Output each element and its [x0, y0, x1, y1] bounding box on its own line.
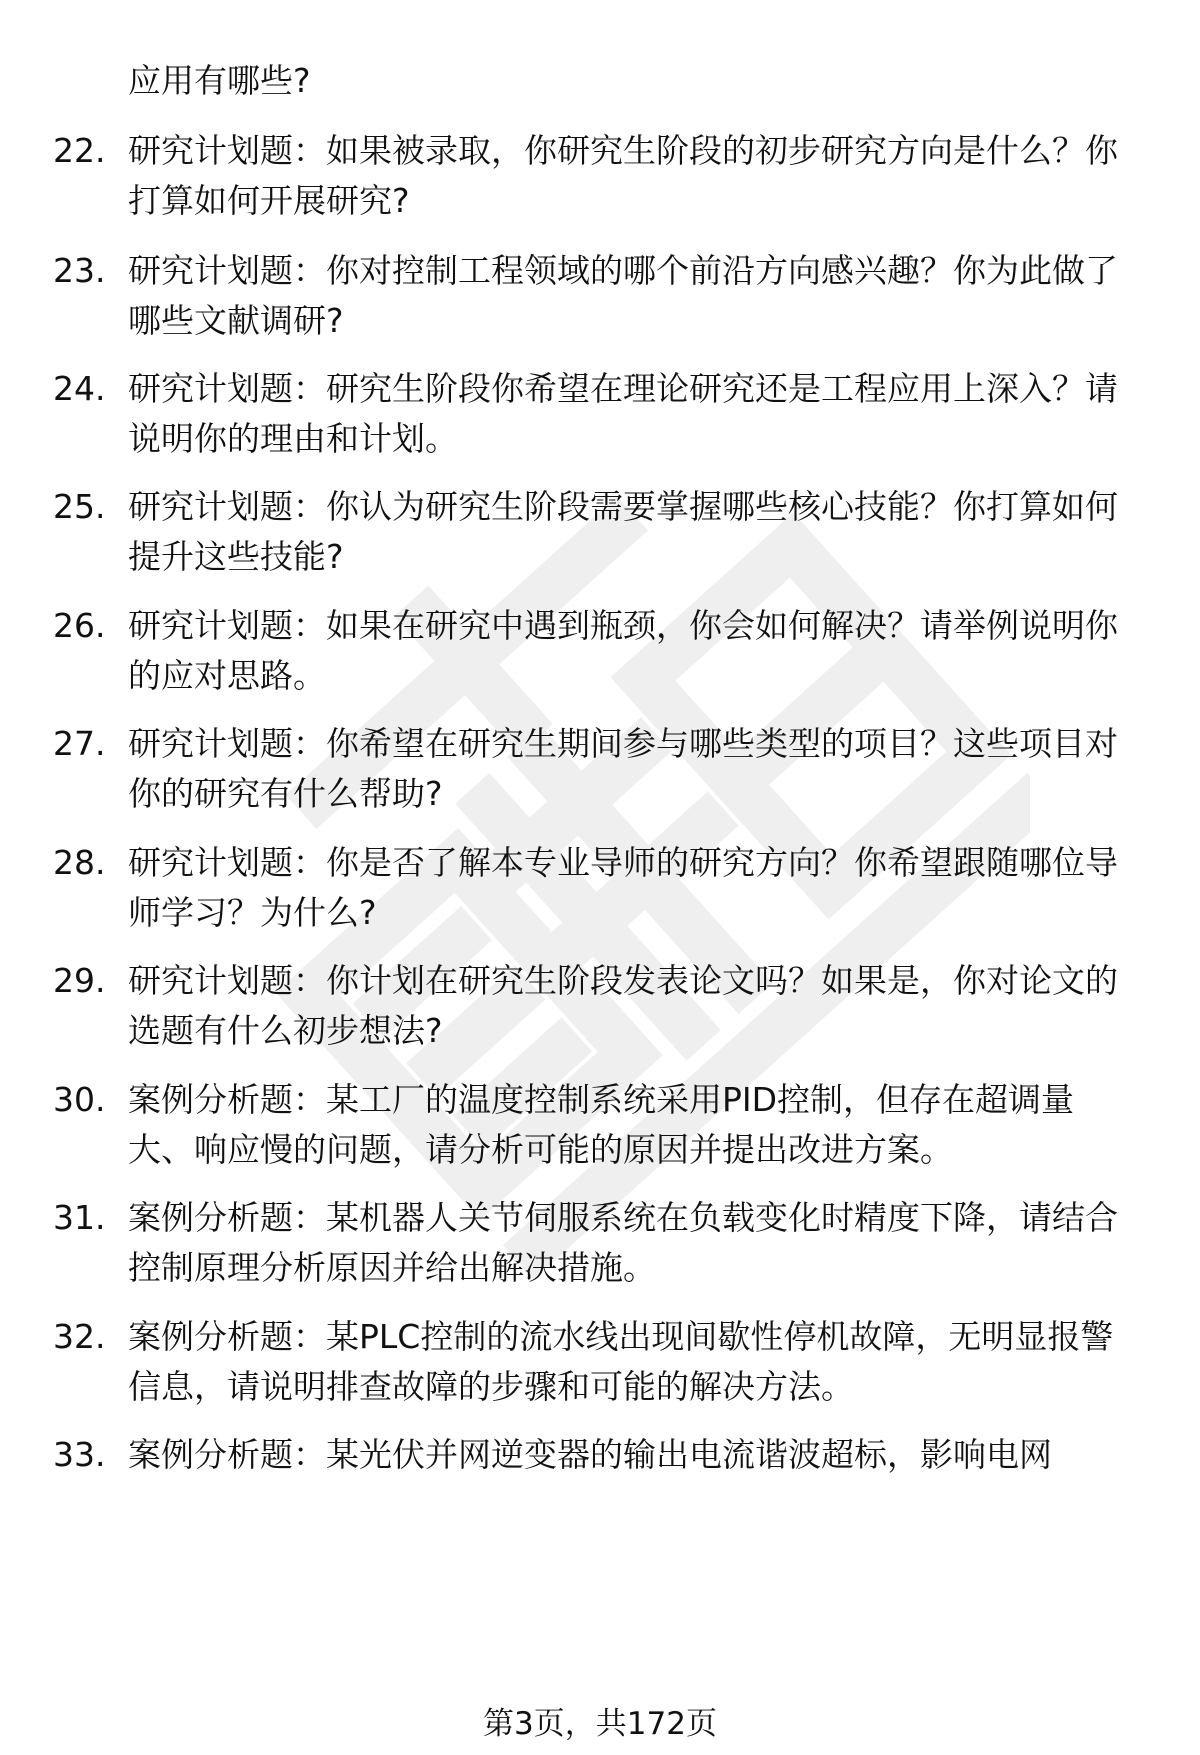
- item-text: 研究计划题：如果被录取，你研究生阶段的初步研究方向是什么？你打算如何开展研究?: [128, 131, 1118, 220]
- continuation-line: 应用有哪些?: [128, 61, 311, 100]
- item-text: 研究计划题：你是否了解本专业导师的研究方向？你希望跟随哪位导师学习？为什么?: [128, 843, 1118, 932]
- item-text: 研究计划题：你计划在研究生阶段发表论文吗？如果是，你对论文的选题有什么初步想法?: [128, 961, 1118, 1050]
- item-text: 案例分析题：某PLC控制的流水线出现间歇性停机故障，无明显报警信息，请说明排查故障的步骤和可能的解决方法。: [128, 1317, 1114, 1406]
- item-text: 研究计划题：你认为研究生阶段需要掌握哪些核心技能？你打算如何提升这些技能?: [128, 487, 1118, 576]
- item-number: 33.: [53, 1435, 106, 1474]
- item-text: 研究计划题：如果在研究中遇到瓶颈，你会如何解决？请举例说明你的应对思路。: [128, 606, 1118, 695]
- item-text: 案例分析题：某光伏并网逆变器的输出电流谐波超标，影响电网: [128, 1435, 1052, 1474]
- item-number: 26.: [53, 606, 106, 645]
- item-text: 案例分析题：某机器人关节伺服系统在负载变化时精度下降，请结合控制原理分析原因并给出解决措施。: [128, 1198, 1118, 1287]
- page-footer: 第3页，共172页: [483, 1706, 717, 1742]
- item-number: 32.: [53, 1317, 106, 1356]
- item-text: 研究计划题：你对控制工程领域的哪个前沿方向感兴趣？你为此做了哪些文献调研?: [128, 251, 1118, 340]
- item-number: 27.: [53, 724, 106, 763]
- item-number: 25.: [53, 487, 106, 526]
- item-number: 31.: [53, 1198, 106, 1237]
- item-text: 案例分析题：某工厂的温度控制系统采用PID控制，但存在超调量大、响应慢的问题，请分析可能的原因并提出改进方案。: [128, 1080, 1075, 1169]
- item-number: 23.: [53, 251, 106, 290]
- item-text: 研究计划题：研究生阶段你希望在理论研究还是工程应用上深入？请说明你的理由和计划。: [128, 369, 1118, 458]
- item-number: 22.: [53, 131, 106, 170]
- item-number: 29.: [53, 961, 106, 1000]
- item-number: 24.: [53, 369, 106, 408]
- item-number: 28.: [53, 843, 106, 882]
- item-text: 研究计划题：你希望在研究生期间参与哪些类型的项目？这些项目对你的研究有什么帮助?: [128, 724, 1118, 813]
- item-number: 30.: [53, 1080, 106, 1119]
